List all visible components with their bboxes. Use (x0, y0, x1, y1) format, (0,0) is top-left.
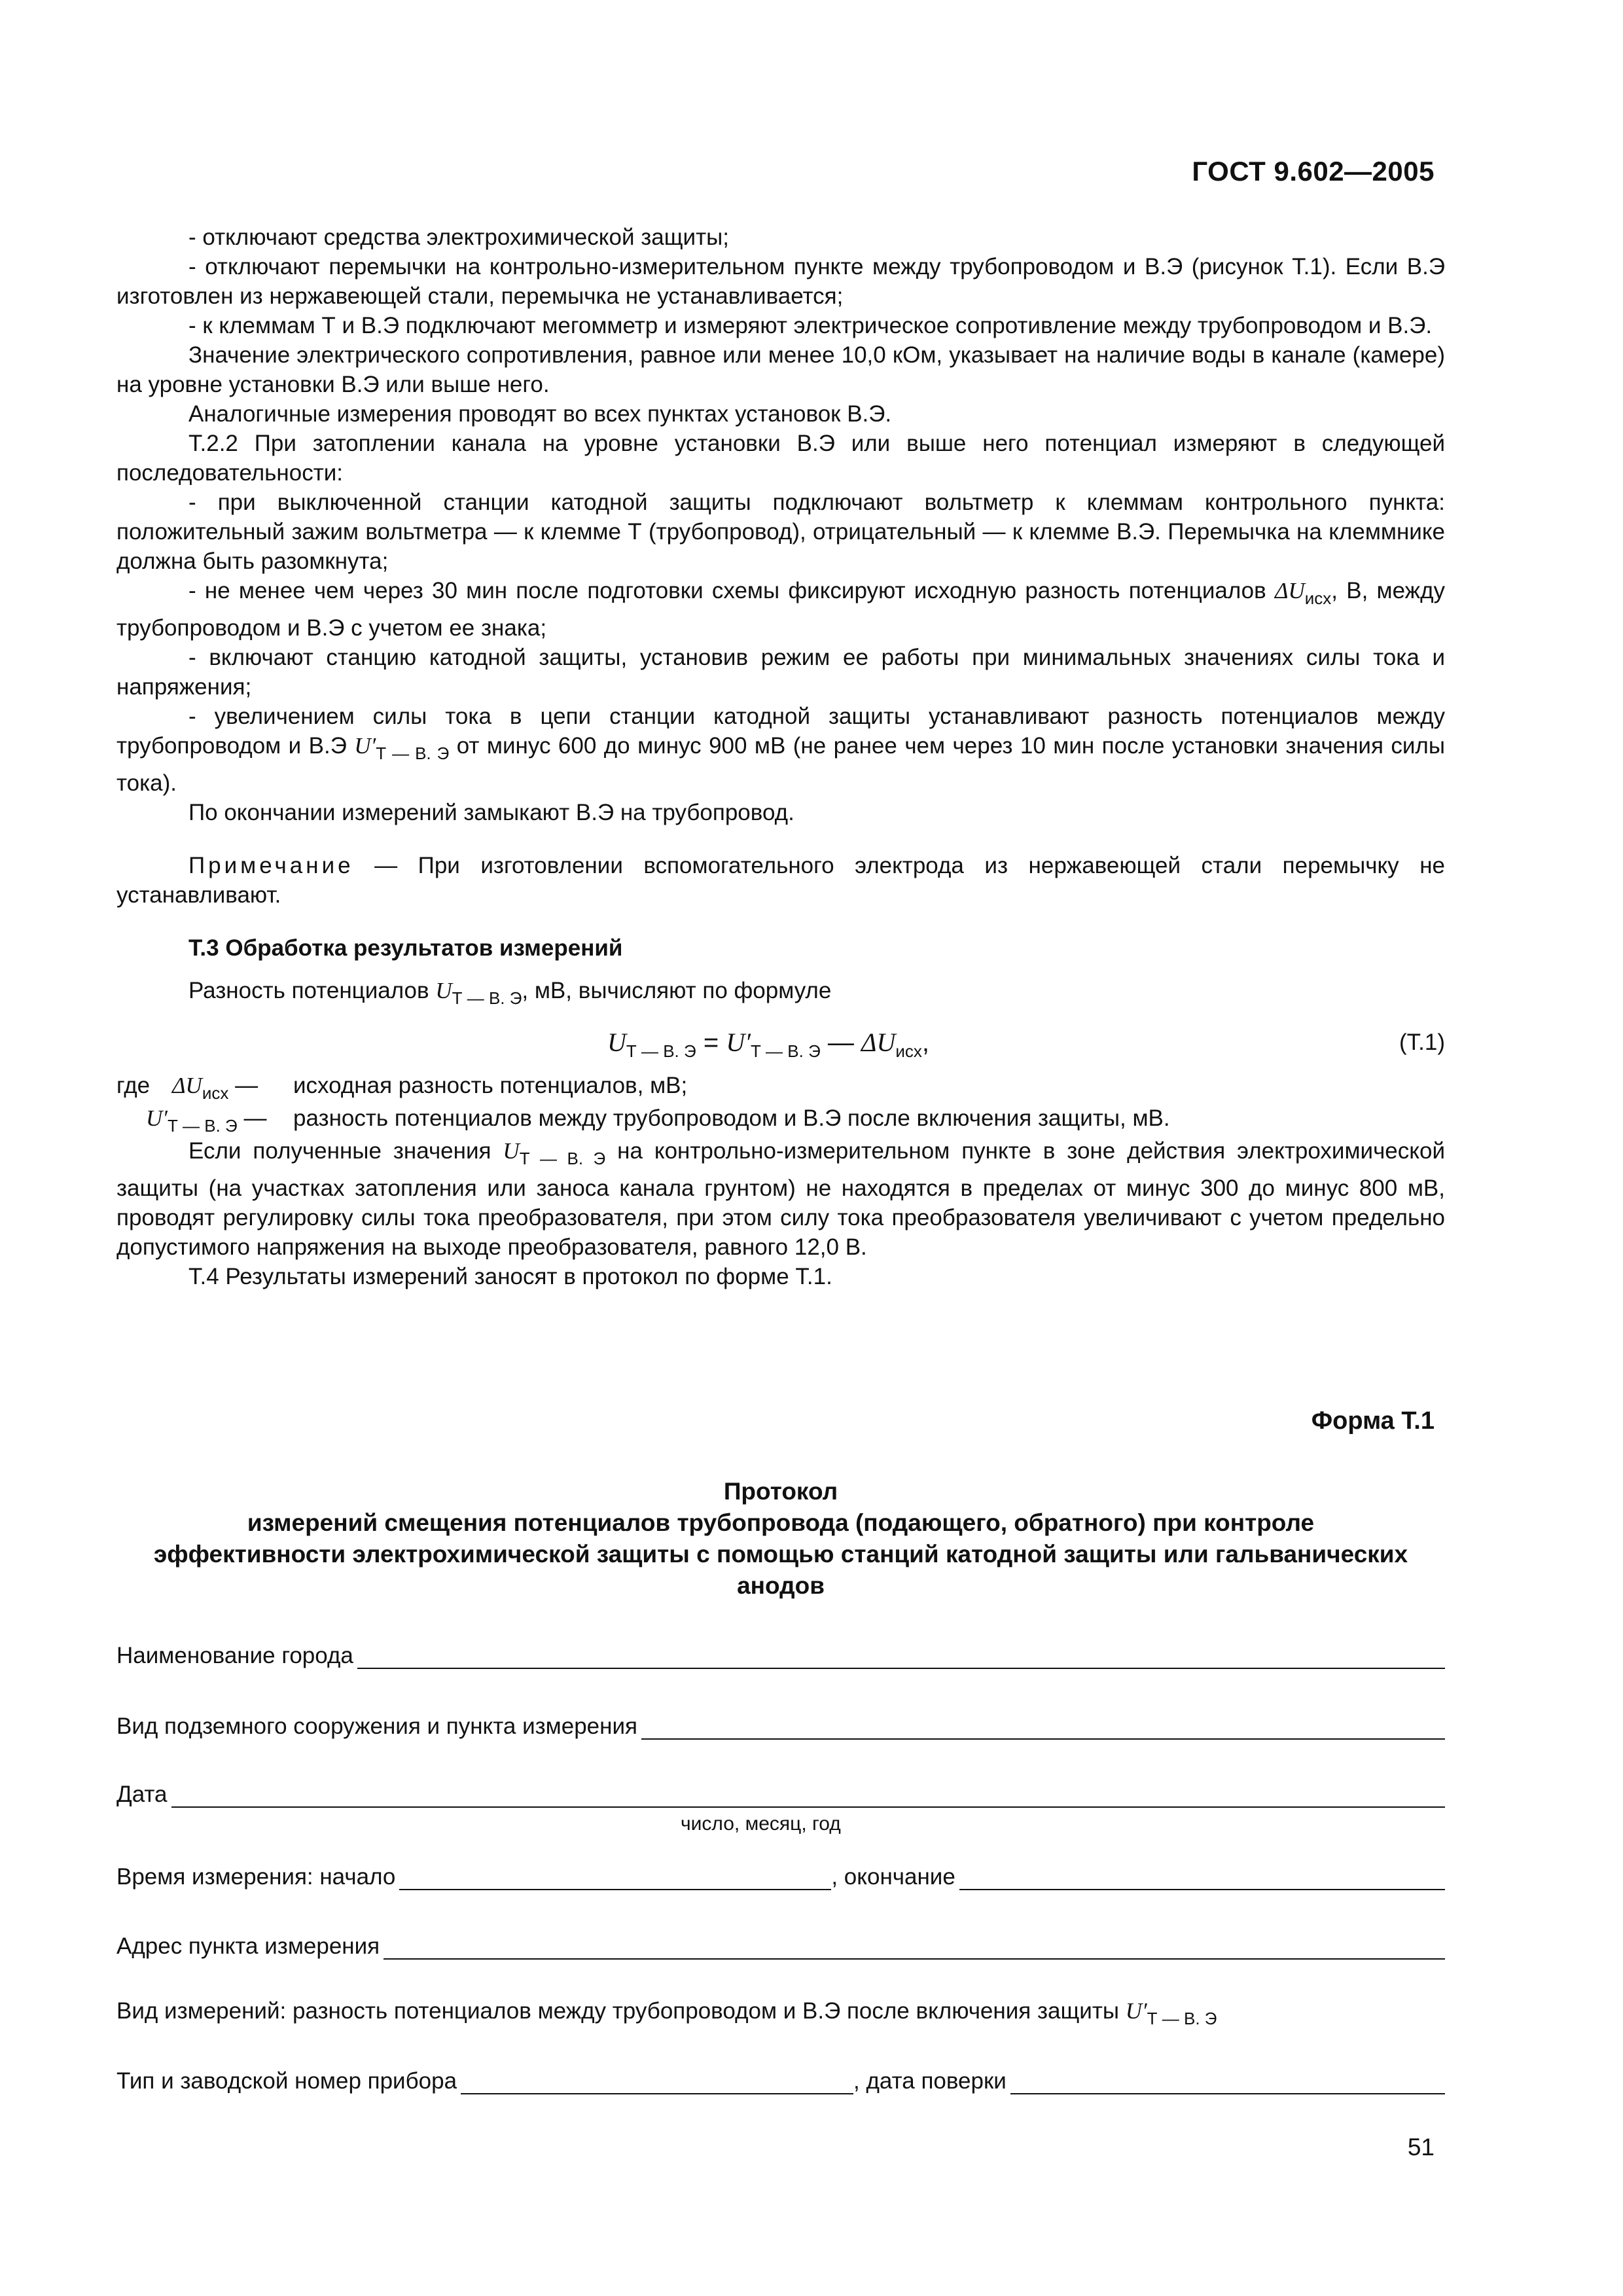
formula-legend (116, 1071, 1445, 1136)
time-start-label: Время измерения: начало (116, 1864, 396, 1890)
formula (116, 1025, 1445, 1071)
paragraph-text: - не менее чем через 30 мин после подготовки схемы фиксируют исходную разность потенциалов (188, 578, 1275, 603)
formula-number: (Т.1) (1399, 1030, 1445, 1055)
legend-definition: разность потенциалов между трубопроводом и В.Э после включения защиты, мВ. (293, 1105, 1170, 1131)
time-end-label: , окончание (831, 1864, 955, 1890)
paragraph: По окончании измерений замыкают В.Э на трубопровод. (188, 800, 794, 825)
note-label: Примечание (188, 853, 354, 878)
structure-field (116, 1707, 1445, 1740)
time-start-input-line[interactable] (399, 1865, 831, 1890)
note-text: — При изготовлении вспомогательного электрода из нержавеющей стали перемычку не устанавливают. (116, 853, 1445, 908)
paragraph: - отключают средства электрохимической защиты; (188, 224, 729, 250)
subscript-tve: Т — В. Э (376, 744, 450, 763)
paragraph: Аналогичные измерения проводят во всех пунктах установок В.Э. (188, 401, 892, 427)
structure-input-line[interactable] (641, 1715, 1445, 1740)
city-field (116, 1636, 1445, 1669)
prime-mark: ′ (370, 733, 376, 759)
u-symbol: U (354, 733, 371, 759)
paragraph: - при выключенной станции катодной защиты подключают вольтметр к клеммам контрольного пункта: положительный зажим вольтметра — к клемме Т (трубопровод), отрицательный — к клемме В.Э. Перемычка на клеммнике должна быть разомкнута; (116, 490, 1445, 574)
address-label: Адрес пункта измерения (116, 1933, 380, 1959)
subscript-tve: Т — В. Э (519, 1149, 606, 1168)
verify-label: , дата поверки (853, 2068, 1007, 2094)
paragraph (116, 976, 1445, 1013)
paragraph: Значение электрического сопротивления, равное или менее 10,0 кОм, указывает на наличие воды в канале (камере) на уровне установки В.Э или выше него. (116, 342, 1445, 397)
legend-definition: исходная разность потенциалов, мВ; (293, 1073, 688, 1098)
section-heading: Т.3 Обработка результатов измерений (188, 935, 623, 961)
subscript-isx: исх (1304, 588, 1332, 608)
address-input-line[interactable] (383, 1935, 1445, 1960)
measure-type-label: Вид измерений: разность потенциалов между трубопроводом и В.Э после включения защиты $U'_{Т — В. Э}$ (116, 1998, 1217, 2028)
paragraph-text: , мВ, вычисляют по формуле (522, 978, 832, 1003)
paragraph: Т.4 Результаты измерений заносят в протокол по форме Т.1. (188, 1264, 832, 1289)
paragraph-text: на контрольно-измерительном пункте в зоне действия электрохимической защиты (на участках затопления или заноса канала грунтом) не находятся в пределах от минус 300 до минус 800 мВ, проводят регулировку силы тока преобразователя, при этом силу тока преобразователя увеличивают с учетом предельно допустимого напряжения на выходе преобразователя, равного 12,0 В. (116, 1138, 1445, 1260)
paragraph (116, 576, 1445, 643)
paragraph-text: Разность потенциалов (188, 978, 436, 1003)
note (116, 851, 1445, 910)
document-id: ГОСТ 9.602—2005 (1192, 156, 1435, 187)
formula-expression: $U_{Т — В. Э} = U'_{Т — В. Э}$ — $\Delta U_{исх}$, (607, 1028, 930, 1061)
paragraph-text: Если полученные значения (188, 1138, 503, 1164)
main-text (116, 223, 1445, 1291)
protocol-line: Протокол (723, 1478, 838, 1505)
subscript-tve: Т — В. Э (452, 988, 522, 1008)
legend-symbol: $U'_{Т — В. Э}$ — (146, 1105, 267, 1136)
paragraph: - отключают перемычки на контрольно-измерительном пункте между трубопроводом и В.Э (рисунок Т.1). Если В.Э изготовлен из нержавеющей стали, перемычка не устанавливается; (116, 254, 1445, 309)
verify-input-line[interactable] (1010, 2070, 1445, 2094)
city-label: Наименование города (116, 1643, 353, 1668)
date-input-line[interactable] (171, 1783, 1445, 1808)
time-end-input-line[interactable] (959, 1865, 1445, 1890)
delta-u-symbol: ΔU (1274, 578, 1305, 603)
paragraph: Т.2.2 При затоплении канала на уровне установки В.Э или выше него потенциал измеряют в следующей последовательности: (116, 431, 1445, 486)
u-symbol: U (435, 978, 452, 1003)
city-input-line[interactable] (357, 1644, 1445, 1669)
device-input-line[interactable] (461, 2070, 853, 2094)
paragraph: - включают станцию катодной защиты, установив режим ее работы при минимальных значениях силы тока и напряжения; (116, 645, 1445, 700)
date-caption: число, месяц, год (681, 1813, 841, 1835)
structure-label: Вид подземного сооружения и пункта измерения (116, 1713, 637, 1739)
paragraph (116, 702, 1445, 798)
paragraph-text: от минус 600 до минус 900 мВ (не ранее чем через 10 мин после установки значения силы тока). (116, 733, 1445, 796)
date-label: Дата (116, 1782, 168, 1807)
address-field (116, 1927, 1445, 1960)
page-number: 51 (1407, 2134, 1435, 2161)
protocol-title (116, 1476, 1445, 1602)
paragraph: - к клеммам Т и В.Э подключают мегомметр и измеряют электрическое сопротивление между трубопроводом и В.Э. (188, 313, 1433, 338)
device-field (116, 2062, 1445, 2094)
protocol-line: измерений смещения потенциалов трубопровода (подающего, обратного) при контроле (247, 1509, 1315, 1536)
paragraph-text: - увеличением силы тока в цепи станции катодной защиты устанавливают разность потенциалов между трубопроводом и В.Э (116, 704, 1445, 759)
measure-type-field (116, 1996, 1445, 2029)
device-label: Тип и заводской номер прибора (116, 2068, 457, 2094)
where-label: где (116, 1073, 151, 1098)
legend-symbol: $\Delta U_{исх}$ — (172, 1073, 259, 1103)
protocol-line: анодов (737, 1572, 825, 1599)
protocol-line: эффективности электрохимической защиты с помощью станций катодной защиты или гальванических (153, 1541, 1408, 1568)
form-title: Форма Т.1 (1311, 1407, 1435, 1435)
paragraph (116, 1136, 1445, 1262)
paragraph-text: , В, между трубопроводом и В.Э с учетом ее знака; (116, 578, 1445, 641)
u-symbol: U (503, 1138, 520, 1164)
time-field (116, 1857, 1445, 1890)
date-field (116, 1775, 1445, 1808)
